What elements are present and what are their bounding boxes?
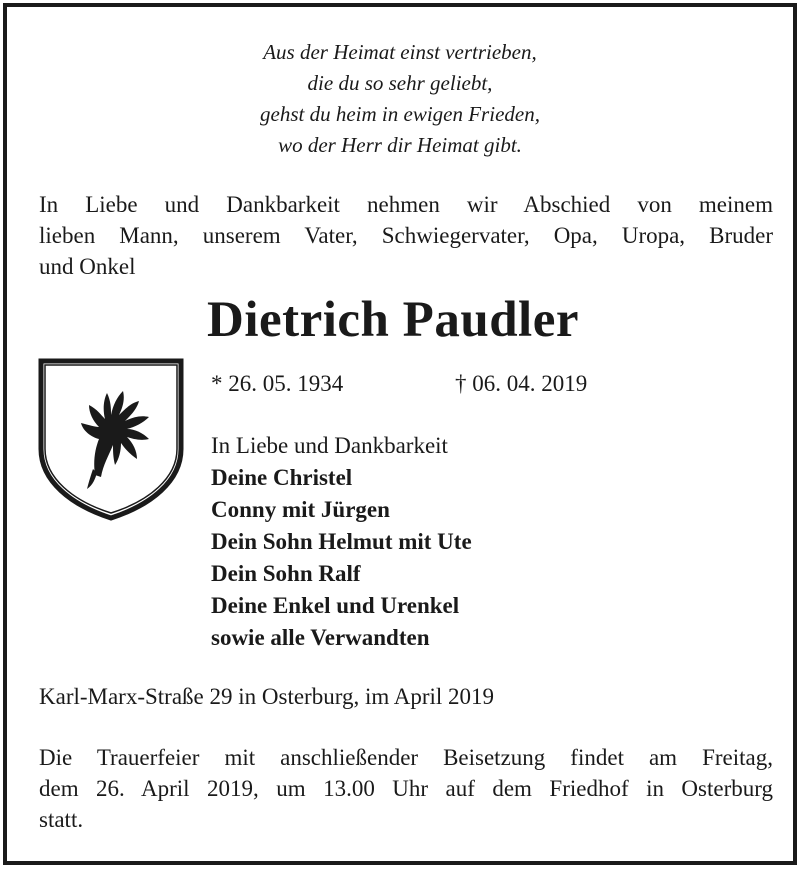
coat-of-arms-icon [37, 357, 185, 522]
mourner: Conny mit Jürgen [211, 497, 390, 522]
intro-line: lieben Mann, unserem Vater, Schwiegervater, Opa, Uropa, Bruder [39, 223, 773, 248]
poem-line: die du so sehr geliebt, [307, 71, 493, 95]
death-date: † 06. 04. 2019 [455, 371, 588, 396]
poem-line: Aus der Heimat einst vertrieben, [263, 40, 537, 64]
mourner: sowie alle Verwandten [211, 625, 430, 650]
address-line: Karl-Marx-Straße 29 in Osterburg, im April 2019 [39, 684, 495, 709]
birth-date: * 26. 05. 1934 [211, 371, 344, 396]
poem-line: wo der Herr dir Heimat gibt. [278, 133, 522, 157]
funeral-info [39, 742, 773, 835]
life-dates [211, 369, 588, 399]
deceased-name: Dietrich Paudler [207, 292, 579, 348]
intro-line: und Onkel [39, 254, 136, 279]
mourners-intro: In Liebe und Dankbarkeit [211, 433, 448, 458]
poem-line: gehst du heim in ewigen Frieden, [260, 102, 540, 126]
obituary-notice [3, 3, 797, 865]
mourner: Dein Sohn Helmut mit Ute [211, 529, 472, 554]
funeral-line: dem 26. April 2019, um 13.00 Uhr auf dem Friedhof in Osterburg [39, 776, 773, 801]
mourner: Deine Christel [211, 465, 353, 490]
intro-line: In Liebe und Dankbarkeit nehmen wir Abschied von meinem [39, 192, 773, 217]
mourners-list [211, 430, 472, 654]
funeral-line: statt. [39, 807, 84, 832]
intro-text [39, 189, 773, 282]
funeral-line: Die Trauerfeier mit anschließender Beisetzung findet am Freitag, [39, 745, 773, 770]
mourner: Dein Sohn Ralf [211, 561, 361, 586]
mourner: Deine Enkel und Urenkel [211, 593, 460, 618]
poem [7, 37, 793, 161]
